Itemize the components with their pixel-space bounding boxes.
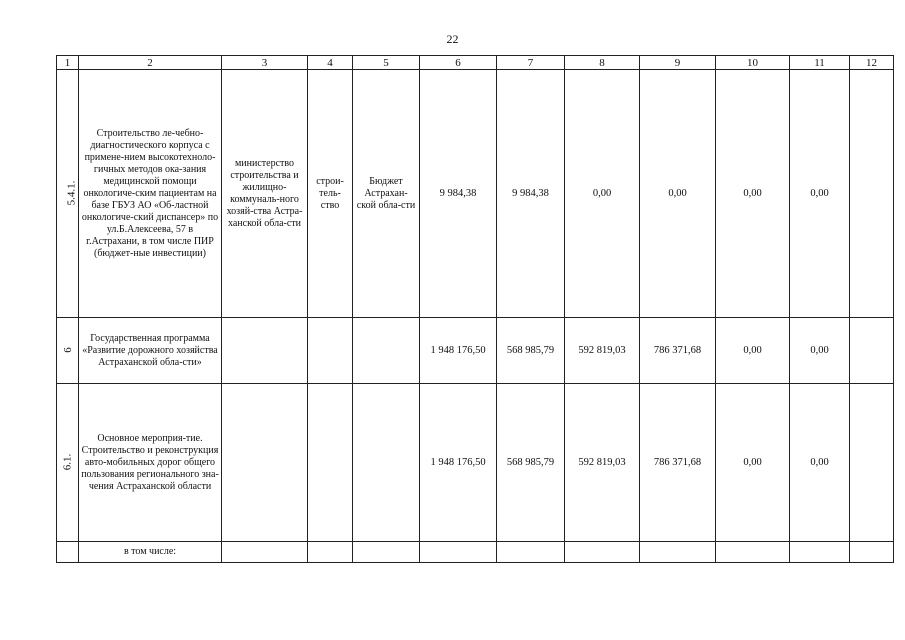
row-executor: [222, 318, 308, 384]
row-type: [308, 384, 353, 542]
value-cell: [850, 318, 894, 384]
table-row: [57, 384, 894, 542]
column-number: 10: [716, 56, 790, 70]
row-type: [308, 542, 353, 563]
value-cell: [850, 70, 894, 318]
value-cell: 592 819,03: [565, 318, 640, 384]
table-row: [57, 542, 894, 563]
column-number: 9: [640, 56, 716, 70]
value-cell: 0,00: [565, 70, 640, 318]
column-number: 11: [790, 56, 850, 70]
column-number: 2: [79, 56, 222, 70]
row-code: 6: [61, 347, 74, 353]
value-cell: 592 819,03: [565, 384, 640, 542]
table-row: [57, 70, 894, 318]
row-source: Бюджет Астрахан-ской обла-сти: [353, 70, 420, 318]
row-executor: министерство строительства и жилищно-коммуналь-ного хозяй-ства Астра-ханской обла-сти: [222, 70, 308, 318]
value-cell: [565, 542, 640, 563]
row-code-cell: [57, 542, 79, 563]
value-cell: 9 984,38: [420, 70, 497, 318]
page-number: 22: [446, 32, 459, 46]
row-name: Основное мероприя-тие. Строительство и реконструкция авто-мобильных дорог общего пользования регионального зна-чения Астраханской области: [79, 384, 222, 542]
value-cell: [640, 542, 716, 563]
value-cell: 1 948 176,50: [420, 384, 497, 542]
column-number: 1: [57, 56, 79, 70]
value-cell: 9 984,38: [497, 70, 565, 318]
row-name: в том числе:: [79, 542, 222, 563]
value-cell: [790, 542, 850, 563]
column-number: 4: [308, 56, 353, 70]
value-cell: 568 985,79: [497, 318, 565, 384]
row-source: [353, 318, 420, 384]
value-cell: [850, 542, 894, 563]
value-cell: 1 948 176,50: [420, 318, 497, 384]
value-cell: 786 371,68: [640, 384, 716, 542]
value-cell: 0,00: [716, 318, 790, 384]
row-name: Государственная программа «Развитие дорожного хозяйства Астраханской обла-сти»: [79, 318, 222, 384]
column-number: 5: [353, 56, 420, 70]
value-cell: [420, 542, 497, 563]
column-number: 3: [222, 56, 308, 70]
budget-table: [56, 55, 894, 563]
value-cell: 0,00: [640, 70, 716, 318]
value-cell: 0,00: [716, 70, 790, 318]
value-cell: 0,00: [716, 384, 790, 542]
row-type: строи-тель-ство: [308, 70, 353, 318]
row-name: Строительство ле-чебно-диагностического корпуса с примене-нием высокотехноло-гичных методов ока-зания медицинской помощи онкологиче-ским пациентам на базе ГБУЗ АО «Об-ластной онкологиче-ский диспансер» по ул.Б.Алексеева, 57 в г.Астрахани, в том числе ПИР (бюджет-ные инвестиции): [79, 70, 222, 318]
column-number: 8: [565, 56, 640, 70]
row-code: 6.1.: [61, 453, 74, 471]
row-code: 5.4.1.: [65, 180, 78, 206]
row-executor: [222, 384, 308, 542]
value-cell: 568 985,79: [497, 384, 565, 542]
row-code-cell: [57, 70, 79, 318]
row-code-cell: [57, 318, 79, 384]
value-cell: [497, 542, 565, 563]
table-row: [57, 318, 894, 384]
column-number-row: [57, 56, 894, 70]
row-type: [308, 318, 353, 384]
value-cell: 0,00: [790, 384, 850, 542]
row-code-cell: [57, 384, 79, 542]
value-cell: [716, 542, 790, 563]
row-executor: [222, 542, 308, 563]
column-number: 7: [497, 56, 565, 70]
value-cell: [850, 384, 894, 542]
row-source: [353, 384, 420, 542]
column-number: 12: [850, 56, 894, 70]
value-cell: 0,00: [790, 70, 850, 318]
column-number: 6: [420, 56, 497, 70]
value-cell: 0,00: [790, 318, 850, 384]
row-source: [353, 542, 420, 563]
value-cell: 786 371,68: [640, 318, 716, 384]
